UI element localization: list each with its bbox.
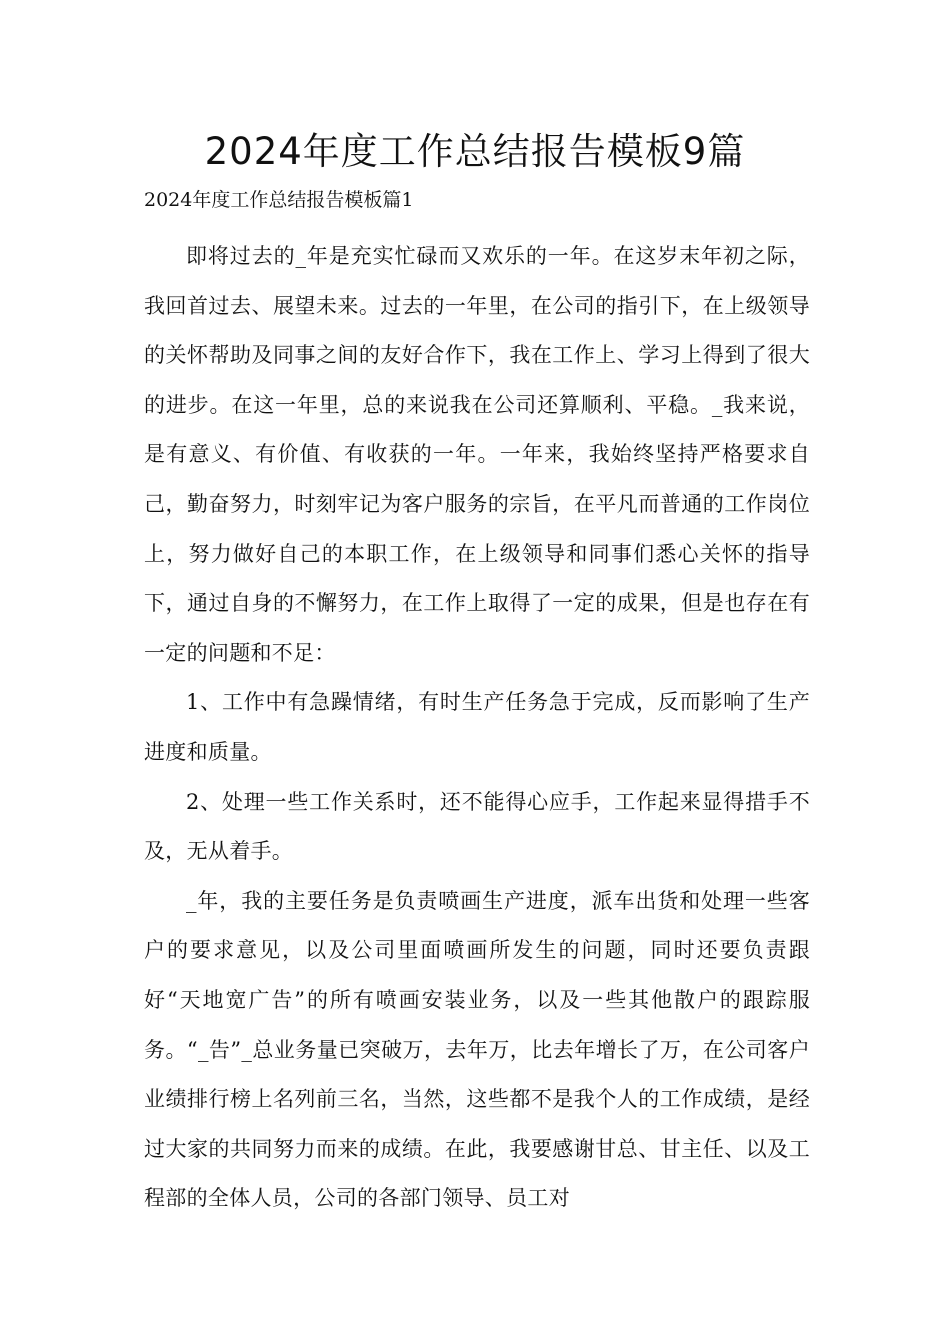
paragraph-item-2: 2、处理一些工作关系时，还不能得心应手，工作起来显得措手不及，无从着手。 [144, 789, 810, 864]
paragraph-item-1: 1、工作中有急躁情绪，有时生产任务急于完成，反而影响了生产进度和质量。 [144, 690, 810, 764]
paragraph-intro: 即将过去的_年是充实忙碌而又欢乐的一年。在这岁末年初之际，我回首过去、展望未来。过去的一年里，在公司的指引下，在上级领导的关怀帮助及同事之间的友好合作下，我在工作上、学习上得到了很大的进步。在这一年里，总的来说我在公司还算顺利、平稳。_我来说，是有意义、有价值、有收获的一年。一年来，我始终坚持严格要求自己，勤奋努力，时刻牢记为客户服务的宗旨，在平凡而普通的工作岗位上，努力做好自己的本职工作，在上级领导和同事们悉心关怀的指导下，通过自身的不懈努力，在工作上取得了一定的成果，但是也存在有一定的问题和不足： [144, 244, 810, 665]
document-title: 2024年度工作总结报告模板9篇 [204, 130, 746, 173]
paragraph-tasks: _年，我的主要任务是负责喷画生产进度，派车出货和处理一些客户的要求意见，以及公司里面喷画所发生的问题，同时还要负责跟好“天地宽广告”的所有喷画安装业务，以及一些其他散户的跟踪服务。“_告”_总业务量已突破万，去年万，比去年增长了万，在公司客户业绩排行榜上名列前三名，当然，这些都不是我个人的工作成绩，是经过大家的共同努力而来的成绩。在此，我要感谢甘总、甘主任、以及工程部的全体人员，公司的各部门领导、员工对 [144, 888, 810, 1211]
document-body [144, 232, 810, 1224]
section-heading: 2024年度工作总结报告模板篇1 [144, 189, 414, 211]
